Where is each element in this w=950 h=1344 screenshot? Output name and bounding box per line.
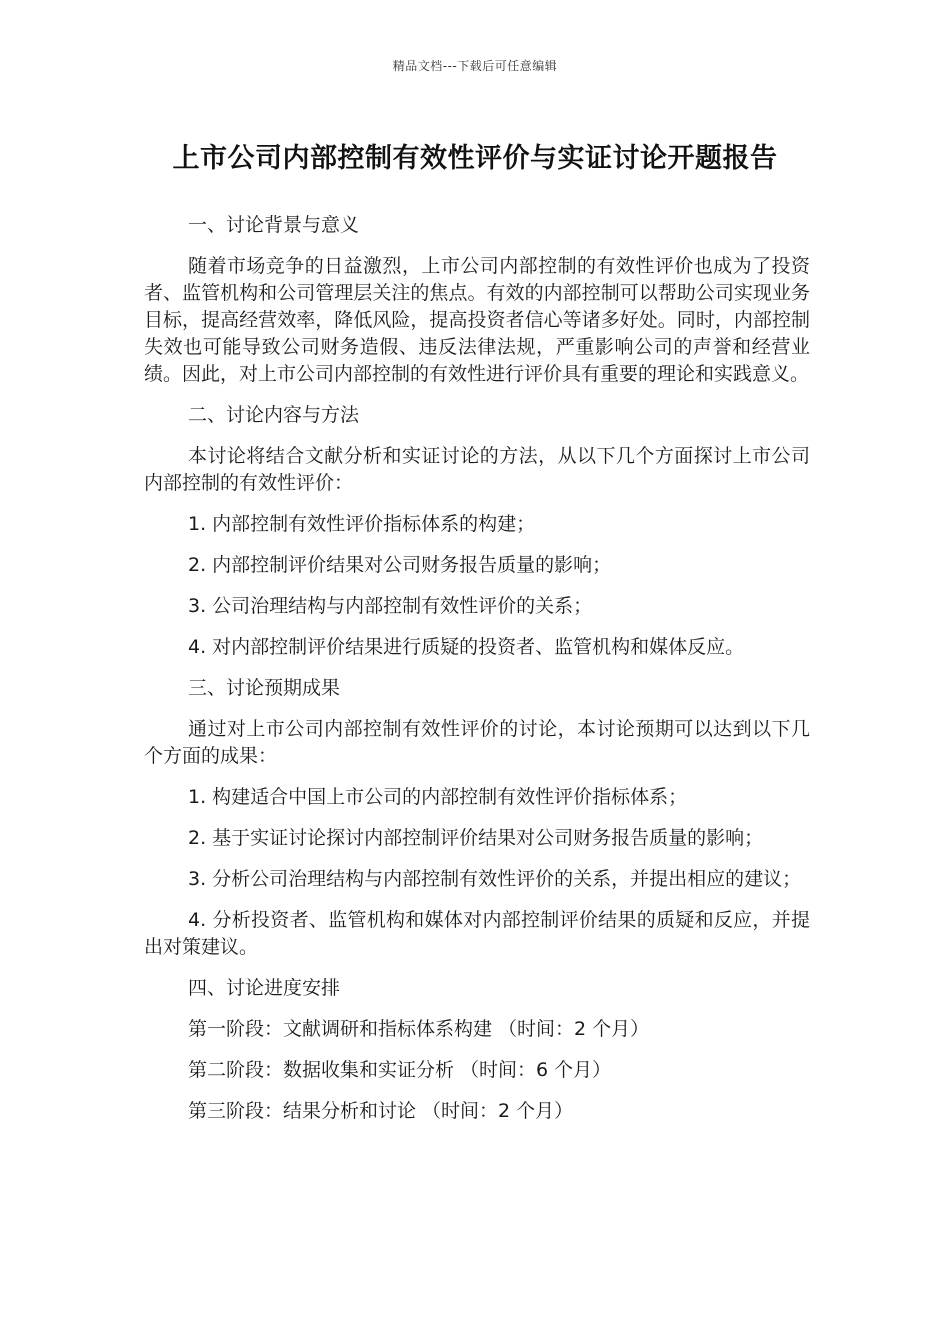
schedule-item: 第三阶段：结果分析和讨论 （时间：2 个月） bbox=[188, 1100, 574, 1122]
list-item: 2. 内部控制评价结果对公司财务报告质量的影响； bbox=[188, 554, 612, 576]
section-heading-expected-results: 三、讨论预期成果 bbox=[188, 677, 341, 699]
schedule-item: 第二阶段：数据收集和实证分析 （时间：6 个月） bbox=[188, 1059, 612, 1081]
document-body bbox=[144, 212, 810, 1139]
list-item: 3. 分析公司治理结构与内部控制有效性评价的关系，并提出相应的建议； bbox=[188, 868, 802, 890]
section-heading-background: 一、讨论背景与意义 bbox=[188, 214, 360, 236]
list-item: 2. 基于实证讨论探讨内部控制评价结果对公司财务报告质量的影响； bbox=[188, 827, 764, 849]
list-item: 4. 分析投资者、监管机构和媒体对内部控制评价结果的质疑和反应，并提出对策建议。 bbox=[144, 909, 810, 958]
section-heading-content-methods: 二、讨论内容与方法 bbox=[188, 404, 360, 426]
section-heading-schedule: 四、讨论进度安排 bbox=[188, 977, 341, 999]
section-paragraph-expected-results: 通过对上市公司内部控制有效性评价的讨论，本讨论预期可以达到以下几个方面的成果： bbox=[144, 718, 810, 767]
schedule-item: 第一阶段：文献调研和指标体系构建 （时间：2 个月） bbox=[188, 1018, 650, 1040]
page-header: 精品文档---下载后可任意编辑 bbox=[392, 59, 558, 73]
list-item: 1. 构建适合中国上市公司的内部控制有效性评价指标体系； bbox=[188, 786, 688, 808]
section-paragraph-background: 随着市场竞争的日益激烈，上市公司内部控制的有效性评价也成为了投资者、监管机构和公司管理层关注的焦点。有效的内部控制可以帮助公司实现业务目标，提高经营效率，降低风险，提高投资者信心等诸多好处。同时，内部控制失效也可能导致公司财务造假、违反法律法规，严重影响公司的声誉和经营业绩。因此，对上市公司内部控制的有效性进行评价具有重要的理论和实践意义。 bbox=[144, 255, 810, 385]
section-paragraph-content-methods: 本讨论将结合文献分析和实证讨论的方法，从以下几个方面探讨上市公司内部控制的有效性评价： bbox=[144, 445, 810, 494]
document-title: 上市公司内部控制有效性评价与实证讨论开题报告 bbox=[172, 143, 778, 174]
list-item: 4. 对内部控制评价结果进行质疑的投资者、监管机构和媒体反应。 bbox=[188, 636, 745, 658]
list-item: 1. 内部控制有效性评价指标体系的构建； bbox=[188, 513, 536, 535]
list-item: 3. 公司治理结构与内部控制有效性评价的关系； bbox=[188, 595, 593, 617]
